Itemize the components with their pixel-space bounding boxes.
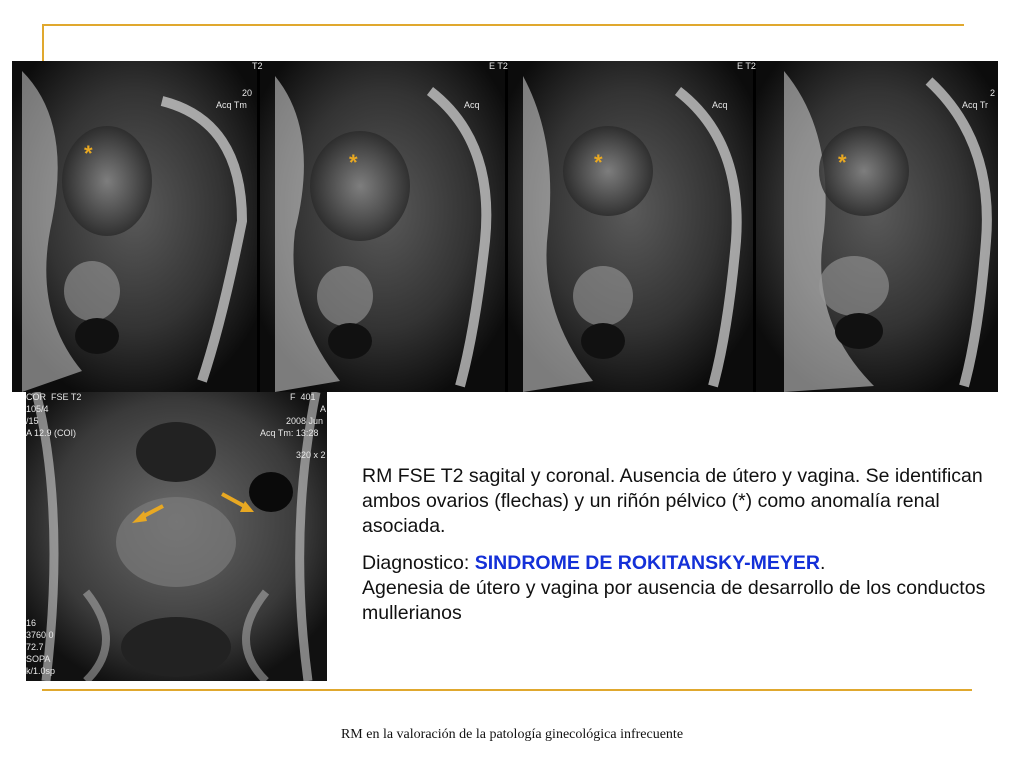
kidney-marker-1: * (84, 141, 93, 166)
sag3-label-top: E T2 (489, 61, 508, 71)
coronal-bottom-left-4: SOPA (26, 654, 51, 664)
top-rule (42, 24, 964, 26)
coronal-top-left-3: /15 (26, 416, 39, 426)
sag1-label-top: T2 (252, 61, 263, 71)
coronal-top-left-1: COR FSE T2 (26, 392, 82, 402)
coronal-top-right-4: Acq Tm: 13:28 (260, 428, 319, 438)
caption-block (362, 464, 987, 638)
coronal-top-right-1: F 401 (290, 392, 316, 402)
sag1-label-3: Acq Tm (216, 100, 247, 110)
kidney-marker-4: * (838, 150, 847, 175)
coronal-top-left-2: 105/4 (26, 404, 49, 414)
sagittal-mri-strip (12, 61, 998, 392)
slide-footer: RM en la valoración de la patología ginecológica infrecuente (340, 727, 684, 742)
sag3-label-3: Acq (712, 100, 728, 110)
coronal-bottom-left-3: 72.7 (26, 642, 44, 652)
sag1-label-2: 20 (242, 88, 253, 98)
coronal-bottom-left-1: 16 (26, 618, 37, 628)
coronal-bottom-left-2: 3760 0 (26, 630, 54, 640)
bottom-rule (42, 689, 972, 691)
diagnosis-prefix: Diagnostico: (362, 552, 475, 574)
kidney-marker-2: * (349, 150, 358, 175)
sag2-label-3: Acq (464, 100, 480, 110)
coronal-top-right-2: A (320, 404, 327, 414)
coronal-bottom-left-5: k/1.0sp (26, 666, 56, 676)
sag4-label-3: Acq Tr (962, 100, 989, 110)
diagnosis-explanation: Agenesia de útero y vagina por ausencia de desarrollo de los conductos mullerianos (362, 577, 986, 624)
coronal-top-right-6: 320 x 2 (296, 450, 326, 460)
coronal-top-right-3: 2008 Jun (286, 416, 324, 426)
sag4-label-top: E T2 (737, 61, 756, 71)
coronal-mri-panel (26, 392, 327, 681)
sagittal-mri-image (12, 61, 998, 392)
diagnosis-name: SINDROME DE ROKITANSKY-MEYER (474, 552, 820, 574)
coronal-top-left-4: A 12.9 (COI) (26, 428, 77, 438)
left-rule (42, 24, 44, 62)
caption-description: RM FSE T2 sagital y coronal. Ausencia de útero y vagina. Se identifican ambos ovarios (flechas) y un riñón pélvico (*) como anomalía renal asociada. (362, 465, 983, 537)
diagnosis-suffix: . (819, 552, 826, 574)
kidney-marker-3: * (594, 150, 603, 175)
sag4-label-2: 2 (990, 88, 996, 98)
caption-diagnosis (362, 551, 987, 626)
